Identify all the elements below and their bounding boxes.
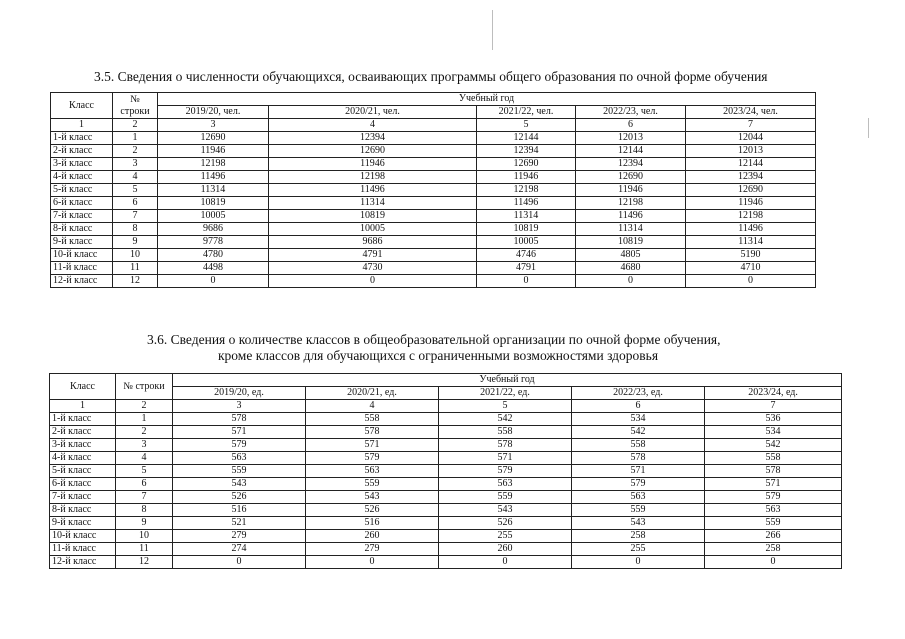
header-row (50, 374, 842, 387)
value-cell: 579 (705, 491, 842, 504)
value-cell: 258 (705, 543, 842, 556)
header-year: 2022/23, ед. (572, 387, 705, 400)
class-name-cell: 8-й класс (50, 504, 116, 517)
value-cell: 543 (439, 504, 572, 517)
value-cell: 0 (439, 556, 572, 569)
header-year: 2021/22, чел. (477, 106, 576, 119)
value-cell: 543 (173, 478, 306, 491)
table-row (51, 184, 816, 197)
column-index: 5 (477, 119, 576, 132)
table-row (51, 171, 816, 184)
value-cell: 579 (439, 465, 572, 478)
value-cell: 534 (572, 413, 705, 426)
class-name-cell: 4-й класс (51, 171, 113, 184)
value-cell: 255 (439, 530, 572, 543)
column-index: 4 (306, 400, 439, 413)
value-cell: 0 (158, 275, 269, 288)
row-number-cell: 11 (113, 262, 158, 275)
value-cell: 559 (439, 491, 572, 504)
value-cell: 12198 (269, 171, 477, 184)
column-index: 6 (576, 119, 686, 132)
value-cell: 526 (439, 517, 572, 530)
table-row (50, 491, 842, 504)
value-cell: 563 (572, 491, 705, 504)
column-index: 3 (158, 119, 269, 132)
value-cell: 12394 (269, 132, 477, 145)
table-row (51, 158, 816, 171)
header-year: 2019/20, ед. (173, 387, 306, 400)
value-cell: 4791 (477, 262, 576, 275)
value-cell: 255 (572, 543, 705, 556)
value-cell: 10005 (477, 236, 576, 249)
value-cell: 12394 (477, 145, 576, 158)
class-name-cell: 8-й класс (51, 223, 113, 236)
header-class: Класс (50, 374, 116, 400)
section-3-5-title: 3.5. Сведения о численности обучающихся, осваивающих программы общего образования по очной форме обучения (94, 69, 768, 84)
header-academic-year: Учебный год (158, 93, 816, 106)
value-cell: 558 (572, 439, 705, 452)
value-cell: 579 (306, 452, 439, 465)
value-cell: 559 (173, 465, 306, 478)
value-cell: 558 (439, 426, 572, 439)
table-row (51, 262, 816, 275)
value-cell: 274 (173, 543, 306, 556)
value-cell: 12013 (686, 145, 816, 158)
table-row (51, 132, 816, 145)
value-cell: 12394 (576, 158, 686, 171)
class-name-cell: 12-й класс (51, 275, 113, 288)
class-name-cell: 4-й класс (50, 452, 116, 465)
table-row (51, 275, 816, 288)
value-cell: 11314 (477, 210, 576, 223)
row-number-cell: 5 (113, 184, 158, 197)
table-row (50, 426, 842, 439)
class-name-cell: 1-й класс (50, 413, 116, 426)
column-index: 3 (173, 400, 306, 413)
column-index-row (51, 119, 816, 132)
row-number-cell: 8 (113, 223, 158, 236)
value-cell: 12394 (686, 171, 816, 184)
column-index: 1 (51, 119, 113, 132)
class-name-cell: 7-й класс (50, 491, 116, 504)
table-row (50, 478, 842, 491)
table-row (51, 236, 816, 249)
value-cell: 10005 (269, 223, 477, 236)
value-cell: 4805 (576, 249, 686, 262)
class-name-cell: 10-й класс (51, 249, 113, 262)
header-year: 2019/20, чел. (158, 106, 269, 119)
class-name-cell: 2-й класс (50, 426, 116, 439)
class-name-cell: 10-й класс (50, 530, 116, 543)
value-cell: 12690 (477, 158, 576, 171)
value-cell: 9686 (158, 223, 269, 236)
value-cell: 12144 (477, 132, 576, 145)
students-count-table (50, 92, 816, 288)
row-number-cell: 9 (116, 517, 173, 530)
table-row (50, 452, 842, 465)
header-years-row (51, 106, 816, 119)
row-number-cell: 6 (113, 197, 158, 210)
table-row (51, 210, 816, 223)
value-cell: 12144 (686, 158, 816, 171)
value-cell: 279 (306, 543, 439, 556)
value-cell: 5190 (686, 249, 816, 262)
header-class: Класс (51, 93, 113, 119)
row-number-cell: 12 (113, 275, 158, 288)
row-number-cell: 11 (116, 543, 173, 556)
table-row (51, 145, 816, 158)
value-cell: 579 (572, 478, 705, 491)
class-name-cell: 5-й класс (50, 465, 116, 478)
value-cell: 0 (173, 556, 306, 569)
value-cell: 0 (572, 556, 705, 569)
value-cell: 9686 (269, 236, 477, 249)
value-cell: 0 (576, 275, 686, 288)
table-row (50, 504, 842, 517)
header-year: 2021/22, ед. (439, 387, 572, 400)
value-cell: 12690 (269, 145, 477, 158)
value-cell: 12690 (686, 184, 816, 197)
table-row (50, 465, 842, 478)
value-cell: 571 (173, 426, 306, 439)
table-row (50, 517, 842, 530)
class-name-cell: 9-й класс (50, 517, 116, 530)
value-cell: 10819 (158, 197, 269, 210)
value-cell: 11946 (576, 184, 686, 197)
value-cell: 11496 (158, 171, 269, 184)
table-row (50, 556, 842, 569)
row-number-cell: 8 (116, 504, 173, 517)
class-name-cell: 6-й класс (51, 197, 113, 210)
value-cell: 11314 (686, 236, 816, 249)
value-cell: 11946 (158, 145, 269, 158)
value-cell: 578 (173, 413, 306, 426)
class-name-cell: 11-й класс (50, 543, 116, 556)
row-number-cell: 12 (116, 556, 173, 569)
value-cell: 9778 (158, 236, 269, 249)
table-row (50, 530, 842, 543)
class-name-cell: 2-й класс (51, 145, 113, 158)
value-cell: 4746 (477, 249, 576, 262)
value-cell: 260 (439, 543, 572, 556)
column-index: 2 (116, 400, 173, 413)
value-cell: 0 (477, 275, 576, 288)
header-year: 2020/21, ед. (306, 387, 439, 400)
section-3-6-title-line2: кроме классов для обучающихся с ограниченными возможностями здоровья (218, 348, 659, 363)
value-cell: 578 (439, 439, 572, 452)
value-cell: 4780 (158, 249, 269, 262)
value-cell: 4498 (158, 262, 269, 275)
table-row (51, 249, 816, 262)
value-cell: 571 (705, 478, 842, 491)
value-cell: 11496 (477, 197, 576, 210)
table-row (51, 197, 816, 210)
value-cell: 534 (705, 426, 842, 439)
header-row-number: № строки (116, 374, 173, 400)
value-cell: 0 (269, 275, 477, 288)
value-cell: 536 (705, 413, 842, 426)
value-cell: 11946 (269, 158, 477, 171)
table-row (50, 439, 842, 452)
value-cell: 563 (173, 452, 306, 465)
class-name-cell: 11-й класс (51, 262, 113, 275)
row-number-cell: 1 (116, 413, 173, 426)
table-row (50, 543, 842, 556)
value-cell: 579 (173, 439, 306, 452)
value-cell: 12690 (158, 132, 269, 145)
table-row (51, 223, 816, 236)
value-cell: 542 (705, 439, 842, 452)
value-cell: 11314 (158, 184, 269, 197)
value-cell: 571 (572, 465, 705, 478)
value-cell: 258 (572, 530, 705, 543)
value-cell: 563 (306, 465, 439, 478)
row-number-cell: 7 (116, 491, 173, 504)
value-cell: 11314 (269, 197, 477, 210)
column-index: 2 (113, 119, 158, 132)
value-cell: 578 (705, 465, 842, 478)
column-index: 7 (686, 119, 816, 132)
header-row (51, 93, 816, 106)
table-row (50, 413, 842, 426)
value-cell: 4710 (686, 262, 816, 275)
row-number-cell: 9 (113, 236, 158, 249)
row-number-cell: 3 (116, 439, 173, 452)
column-index: 5 (439, 400, 572, 413)
value-cell: 4791 (269, 249, 477, 262)
column-index-row (50, 400, 842, 413)
value-cell: 11496 (686, 223, 816, 236)
classes-count-table (49, 373, 842, 569)
row-number-cell: 2 (116, 426, 173, 439)
value-cell: 542 (439, 413, 572, 426)
row-number-cell: 4 (113, 171, 158, 184)
value-cell: 0 (705, 556, 842, 569)
value-cell: 543 (572, 517, 705, 530)
value-cell: 10819 (269, 210, 477, 223)
value-cell: 11496 (576, 210, 686, 223)
value-cell: 516 (173, 504, 306, 517)
value-cell: 12198 (686, 210, 816, 223)
row-number-cell: 3 (113, 158, 158, 171)
section-3-6-title-line1: 3.6. Сведения о количестве классов в общеобразовательной организации по очной форме обучения, (147, 332, 721, 347)
header-row-number: № строки (113, 93, 158, 119)
value-cell: 526 (306, 504, 439, 517)
row-number-cell: 1 (113, 132, 158, 145)
value-cell: 12144 (576, 145, 686, 158)
class-name-cell: 12-й класс (50, 556, 116, 569)
value-cell: 558 (306, 413, 439, 426)
class-name-cell: 3-й класс (51, 158, 113, 171)
row-number-cell: 6 (116, 478, 173, 491)
value-cell: 571 (306, 439, 439, 452)
value-cell: 10005 (158, 210, 269, 223)
value-cell: 516 (306, 517, 439, 530)
value-cell: 559 (705, 517, 842, 530)
value-cell: 12690 (576, 171, 686, 184)
column-index: 6 (572, 400, 705, 413)
value-cell: 12044 (686, 132, 816, 145)
class-name-cell: 3-й класс (50, 439, 116, 452)
value-cell: 12198 (158, 158, 269, 171)
row-number-cell: 4 (116, 452, 173, 465)
value-cell: 4730 (269, 262, 477, 275)
row-number-cell: 7 (113, 210, 158, 223)
value-cell: 559 (306, 478, 439, 491)
value-cell: 0 (306, 556, 439, 569)
value-cell: 4680 (576, 262, 686, 275)
class-name-cell: 9-й класс (51, 236, 113, 249)
value-cell: 10819 (576, 236, 686, 249)
value-cell: 266 (705, 530, 842, 543)
value-cell: 578 (572, 452, 705, 465)
value-cell: 11946 (477, 171, 576, 184)
value-cell: 11496 (269, 184, 477, 197)
value-cell: 526 (173, 491, 306, 504)
row-number-cell: 10 (113, 249, 158, 262)
value-cell: 12198 (477, 184, 576, 197)
value-cell: 558 (705, 452, 842, 465)
class-name-cell: 7-й класс (51, 210, 113, 223)
value-cell: 542 (572, 426, 705, 439)
value-cell: 543 (306, 491, 439, 504)
value-cell: 260 (306, 530, 439, 543)
scan-artifact-line (868, 118, 869, 138)
value-cell: 563 (705, 504, 842, 517)
value-cell: 12198 (576, 197, 686, 210)
header-year: 2023/24, ед. (705, 387, 842, 400)
header-year: 2022/23, чел. (576, 106, 686, 119)
row-number-cell: 10 (116, 530, 173, 543)
column-index: 7 (705, 400, 842, 413)
header-year: 2023/24, чел. (686, 106, 816, 119)
scan-artifact-line (492, 10, 493, 50)
value-cell: 11946 (686, 197, 816, 210)
value-cell: 578 (306, 426, 439, 439)
class-name-cell: 1-й класс (51, 132, 113, 145)
column-index: 1 (50, 400, 116, 413)
class-name-cell: 5-й класс (51, 184, 113, 197)
row-number-cell: 2 (113, 145, 158, 158)
header-academic-year: Учебный год (173, 374, 842, 387)
value-cell: 521 (173, 517, 306, 530)
row-number-cell: 5 (116, 465, 173, 478)
column-index: 4 (269, 119, 477, 132)
value-cell: 571 (439, 452, 572, 465)
value-cell: 559 (572, 504, 705, 517)
class-name-cell: 6-й класс (50, 478, 116, 491)
value-cell: 10819 (477, 223, 576, 236)
value-cell: 12013 (576, 132, 686, 145)
value-cell: 11314 (576, 223, 686, 236)
header-year: 2020/21, чел. (269, 106, 477, 119)
value-cell: 563 (439, 478, 572, 491)
value-cell: 0 (686, 275, 816, 288)
value-cell: 279 (173, 530, 306, 543)
